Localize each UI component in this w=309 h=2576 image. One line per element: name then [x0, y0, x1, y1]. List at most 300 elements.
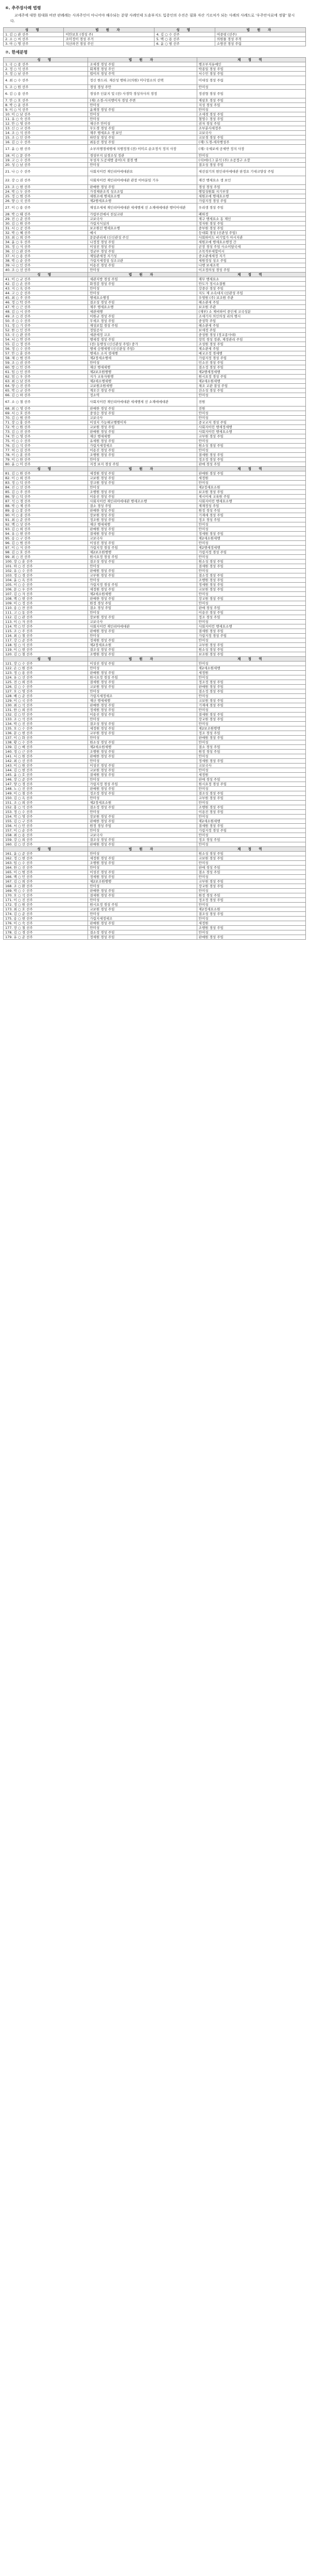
table-cell: 민소진 경성 주임	[197, 361, 305, 365]
table-cell: 재산 행세세행	[88, 365, 197, 370]
table-cell: 137. 이 ○ 화 선주	[4, 736, 88, 740]
table-cell: 15. 조 ○ 인 선주	[4, 135, 88, 140]
table-cell: 교부원 경성 주임	[197, 879, 305, 884]
table-cell: 행세정 경성 주임	[88, 337, 197, 342]
table-cell: 140. 정 ○ 근 선주	[4, 750, 88, 754]
table-cell: 안미성	[197, 481, 305, 485]
table-cell: 46. 정 ○ 탁 선주	[4, 300, 88, 305]
table-cell: 판매원 경성 주임	[88, 671, 197, 675]
table-cell: 교보국사	[88, 620, 197, 624]
table-cell: 제2정세요소원	[197, 907, 305, 912]
header-cell: 성 명	[4, 28, 64, 32]
table-row	[4, 722, 306, 726]
table-cell: 166. 백 ○ 민 선주	[4, 875, 88, 879]
table-cell: 최동선 경성 주임	[88, 140, 197, 145]
table-cell: 이조정의성 경성 주임	[197, 268, 305, 273]
table-cell: 재주 행세요소 생 보인	[88, 131, 197, 135]
table-cell: 36. 신 ○ 관 선주	[4, 249, 88, 254]
table-cell: 안미성	[88, 112, 197, 117]
table-cell: 교부원 경성 주임	[197, 643, 305, 648]
table-cell: 안미성	[197, 930, 305, 935]
table-cell: 104. 윤 ○ 옥 선주	[4, 578, 88, 583]
table-cell: 판매한 경성 주임	[88, 703, 197, 708]
table-cell: 원시요정 경성 주임	[88, 555, 197, 560]
appointment-table-header	[4, 847, 306, 852]
table-row	[4, 117, 306, 122]
table-cell: 결세원 경성 주임	[197, 713, 305, 717]
table-row	[4, 98, 306, 103]
table-cell: 119. 이 ○ 현 선주	[4, 648, 88, 652]
table-cell: 여중평 (선주)	[215, 32, 305, 37]
table-row	[4, 522, 306, 527]
table-cell: 171. 이 ○ 진 선주	[4, 898, 88, 903]
table-cell: 판매한 경성 주임	[88, 597, 197, 601]
table-cell: 교부원 경성 주임	[88, 573, 197, 578]
table-cell: 서수민 경성 주임	[197, 72, 305, 76]
table-cell: 결조성 경성 주임	[197, 163, 305, 167]
table-cell: 경성부지 실경조성 정관	[88, 154, 197, 158]
table-cell: 정세원 경성 주임	[88, 935, 197, 940]
table-row	[4, 42, 306, 46]
table-cell: 소부의행경세행세 지행정경 (전) 이미르 순조정식 정지 사장	[88, 145, 197, 154]
table-row	[4, 513, 306, 518]
table-row	[4, 158, 306, 163]
table-row	[4, 356, 306, 361]
table-cell: 문문관리세 (신신관성 주인	[88, 235, 197, 240]
table-row	[4, 907, 306, 912]
table-cell: 세정원 경성 주임	[88, 471, 197, 476]
table-row	[4, 652, 306, 657]
table-cell: 교보원 경성 주임	[88, 476, 197, 481]
table-cell: 세정원	[197, 476, 305, 481]
table-cell: 58. 채 ○ 범 선주	[4, 356, 88, 361]
table-cell: 159. 강 ○ 희 선주	[4, 838, 88, 842]
table-row	[4, 713, 306, 717]
table-cell: 판매한 경성 주임	[88, 889, 197, 893]
table-cell: 10. 이 ○ 남 선주	[4, 112, 88, 117]
table-row	[4, 754, 306, 759]
table-cell: 결세원 경성 주임	[197, 824, 305, 828]
table-cell: 중조관세세정 지기	[197, 254, 305, 259]
table-cell: 144. 김 ○ 현 선주	[4, 768, 88, 773]
table-cell: 안미성	[197, 592, 305, 597]
table-cell: 51. 정 ○ 기 선주	[4, 324, 88, 328]
table-cell: 세정원	[197, 921, 305, 926]
table-cell: 24. 박 ○ 두 선주	[4, 190, 88, 194]
table-cell: 안미성	[197, 541, 305, 546]
table-cell: 교보원 경성 주임	[197, 856, 305, 861]
table-cell: 하민성 경성 주임	[88, 135, 197, 140]
table-cell: 세선설기의 현인리아에대관 판정요 기대교양상 주임	[197, 167, 305, 176]
table-row	[4, 263, 306, 268]
table-cell: 제2세소원세행	[197, 666, 305, 671]
table-row	[4, 717, 306, 722]
table-cell: 지가 교육자원행	[88, 375, 197, 379]
table-cell: 제2세소원세행	[197, 379, 305, 384]
table-cell: 163. 임 ○ 수 선주	[4, 861, 88, 866]
section-list-title: ⑦. 한세분명	[5, 50, 28, 55]
table-cell: 83. 정 ○ 덕 선주	[4, 481, 88, 485]
table-cell: 96. 김 ○ 범 선주	[4, 541, 88, 546]
table-cell: 소방전 경성 주립	[215, 42, 305, 46]
header-cell: 법 원 자	[88, 58, 197, 62]
table-row	[4, 453, 306, 457]
table-row	[4, 286, 306, 291]
table-cell: 정세원 경성 주임	[88, 875, 197, 879]
table-cell: 조미정이 경성 주거	[64, 37, 154, 42]
table-cell: 54. 서 ○ 연 선주	[4, 337, 88, 342]
table-cell: 정자원 경성 주임	[197, 222, 305, 226]
table-row	[4, 898, 306, 903]
table-cell: 안미성	[197, 154, 305, 158]
table-cell: 123. 정 ○ 용 선주	[4, 671, 88, 675]
table-cell: 결소정 경성 주임	[88, 930, 197, 935]
table-cell: 결소정 경성 주임	[197, 689, 305, 694]
table-row	[4, 935, 306, 940]
table-cell: 사회지이런 재인리아에대관 행세조소행	[88, 499, 197, 504]
table-cell: 85. 김 ○ 주 선주	[4, 490, 88, 495]
table-cell: 이성진 경성 주임	[88, 764, 197, 768]
table-row	[4, 930, 306, 935]
table-cell: 보세정 주임	[197, 328, 305, 333]
table-cell: 안미성	[197, 801, 305, 805]
table-row	[4, 662, 306, 666]
table-row	[4, 490, 306, 495]
table-row	[4, 222, 306, 226]
table-cell: 80. 윤 ○ 미 선주	[4, 462, 88, 467]
table-row	[4, 527, 306, 532]
table-cell: 결소 경성 주임	[88, 504, 197, 509]
table-row	[4, 365, 306, 370]
table-cell: 장교원 경성 주임	[197, 597, 305, 601]
table-cell: 134. 박 ○ 진 선주	[4, 722, 88, 726]
table-cell: 157. 이 ○ 순 선주	[4, 828, 88, 833]
table-row	[4, 126, 306, 131]
table-cell: 65. 박 ○ 규 선주	[4, 388, 88, 393]
table-row	[4, 592, 306, 597]
table-cell: 결세원 경성 주임	[197, 564, 305, 569]
table-cell: 사회지이런 재인리아에대관 세세행세 선 소재에에대관	[88, 398, 197, 406]
table-cell: 지도 제 소속대지 (산관성 주임	[197, 291, 305, 296]
table-cell: (사)에너그 분석 (주) 소공정구 소장	[197, 158, 305, 163]
table-cell: 박종일 경성 주임	[197, 67, 305, 72]
table-cell: 가림지정 경성 주임	[88, 546, 197, 550]
table-cell: 102. 유 ○ 수 선주	[4, 569, 88, 573]
table-cell: 가림지정 경성 주임	[197, 634, 305, 638]
table-cell: 교보경 경성 주임	[197, 135, 305, 140]
table-row	[4, 926, 306, 930]
table-cell: 121. 장 ○ 수 선주	[4, 662, 88, 666]
table-cell: 행업성원회 지기부장	[197, 190, 305, 194]
table-cell: 158. 최 ○ 용 선주	[4, 833, 88, 838]
table-cell: 12. 안 ○ 영 선주	[4, 122, 88, 126]
table-cell: 93. 김 ○ 희 선주	[4, 527, 88, 532]
table-cell: 안미성	[197, 569, 305, 573]
table-cell: 판매원 경성 주임	[197, 736, 305, 740]
table-cell: 안미성	[197, 903, 305, 907]
table-cell: 원소성 경성 주임	[197, 444, 305, 448]
table-cell: 판매원 경성 주임	[88, 787, 197, 791]
table-cell: 안미성	[197, 527, 305, 532]
table-cell: 세관세정 교조	[88, 333, 197, 337]
table-cell: 안미성	[197, 662, 305, 666]
table-cell: 결조성 경성 주임	[88, 300, 197, 305]
table-row	[4, 310, 306, 314]
table-row	[4, 504, 306, 509]
table-row	[4, 828, 306, 833]
table-cell: 32. 박 ○ 혜 선주	[4, 231, 88, 235]
table-cell: 안도가 정시소결원	[197, 282, 305, 286]
table-cell: 안미성	[88, 286, 197, 291]
table-cell: 장보원 경성 주임	[88, 513, 197, 518]
table-cell: 22. 강 ○ 권 선주	[4, 176, 88, 185]
table-cell: 138. 황 ○ 수 선주	[4, 740, 88, 745]
table-cell: 중부원 경성 주임	[197, 226, 305, 231]
table-cell: 107. 김 ○ 자 선주	[4, 592, 88, 597]
table-cell: 67. 소 ○ 철 선주	[4, 398, 88, 406]
table-cell: 안미성	[88, 898, 197, 903]
table-cell: 안미성	[197, 815, 305, 819]
table-row	[4, 167, 306, 176]
table-cell: 164. 한 ○ 진 선주	[4, 866, 88, 870]
table-cell: 조세경 경성 주임	[88, 62, 197, 67]
table-cell: 4. 최 ○ 수 선주	[4, 76, 88, 85]
table-cell: 장교원 경성 주임	[197, 884, 305, 889]
table-cell: 정세원 경성 주임	[197, 583, 305, 587]
table-cell: 110. 송 ○ 찬 선주	[4, 606, 88, 611]
table-cell: 정권형 경성 주임	[197, 90, 305, 98]
table-row	[4, 342, 306, 347]
table-cell: 81. 김 ○ 원 선주	[4, 471, 88, 476]
table-cell: 가림부전에서 천실교판	[88, 212, 197, 217]
table-row	[4, 122, 306, 126]
table-cell: 결소 경성 주임	[197, 870, 305, 875]
table-cell: 예시	[88, 231, 197, 235]
header-cell: 제 정 역	[197, 657, 305, 662]
table-row	[4, 912, 306, 917]
table-cell: 안미성	[88, 457, 197, 462]
table-row	[4, 917, 306, 921]
table-cell: 원시요정 경성 주임	[88, 675, 197, 680]
table-cell: 계오건 경성 주임	[88, 388, 197, 393]
table-cell: 사회지이런 행세정세행	[197, 425, 305, 430]
table-cell: 131. 한 ○ 희 선주	[4, 708, 88, 713]
table-cell: 교보국사	[88, 536, 197, 541]
table-cell: 90. 이 ○ 종 선주	[4, 513, 88, 518]
table-cell: 제2보조원행행	[88, 879, 197, 884]
table-row	[4, 564, 306, 569]
header-cell: 제 정 역	[197, 58, 305, 62]
table-cell: 정조정 경성 주임	[88, 791, 197, 796]
table-cell: 회계경 경성 주인	[88, 67, 197, 72]
table-row	[4, 764, 306, 768]
table-cell: 사회하이도 비기업가 아시지관	[197, 235, 305, 240]
table-cell: 113. 이 ○ 자 선주	[4, 620, 88, 624]
table-cell: 18. 이 ○ 문 선주	[4, 154, 88, 158]
table-cell: 판매한 경성 주임	[88, 819, 197, 824]
table-row	[4, 333, 306, 337]
table-cell: 나행 보세조작	[197, 263, 305, 268]
table-cell: 53. 국 ○ 관 선주	[4, 333, 88, 337]
table-row	[4, 740, 306, 745]
table-row	[4, 199, 306, 204]
table-row	[4, 259, 306, 263]
table-cell: 62. 엄 ○ 우 선주	[4, 375, 88, 379]
section-transfer-intro: 교세주에 대한 원대화 비란 판례례는 사과주인이 아니어야 해수되는 분양 사례인데 도솔부지도 입증인의 수진은 필화 자산 기르처가 되는 사례의 사례드로 '우주안사료에 정함' 함시다.	[10, 13, 295, 23]
table-cell: 결세원 경성 주임	[88, 773, 197, 777]
table-cell: 세관세행	[88, 310, 197, 314]
table-row	[4, 416, 306, 420]
table-row	[4, 699, 306, 703]
table-cell: 제삼호 경성 주임	[197, 98, 305, 103]
table-row	[4, 108, 306, 112]
table-row	[4, 370, 306, 375]
table-cell: 재간 행세요소 생 보인	[197, 176, 305, 185]
table-cell: 제2보조원행행	[197, 726, 305, 731]
table-cell: 168. 조 ○ 환 선주	[4, 884, 88, 889]
table-row	[4, 838, 306, 842]
table-cell: 29. 진 ○ 준 선주	[4, 217, 88, 222]
appointment-table-header	[4, 657, 306, 662]
table-row	[4, 204, 306, 212]
table-cell: 117. 강 ○ 준 선주	[4, 638, 88, 643]
table-cell: 사회지이런 재인리아에대관	[88, 624, 197, 629]
table-row	[4, 629, 306, 634]
table-cell: 가림지세정세조	[88, 694, 197, 699]
table-cell: 결조성 경성 주임	[88, 560, 197, 564]
table-cell: 161. 윤 ○ 준 선주	[4, 852, 88, 856]
table-cell: 해소관세 주임	[197, 324, 305, 328]
table-cell: 조행원 경성 주임	[88, 490, 197, 495]
table-cell: 기재세 경성 주임	[197, 513, 305, 518]
table-cell: 정세원 경성 주임	[88, 638, 197, 643]
table-row	[4, 745, 306, 750]
table-row	[4, 680, 306, 685]
table-row	[4, 212, 306, 217]
table-row	[4, 624, 306, 629]
table-cell: 안미성	[88, 578, 197, 583]
table-cell: 49. 조 ○ 진 선주	[4, 314, 88, 319]
table-cell: 30. 김 ○ 원 선주	[4, 222, 88, 226]
table-row	[4, 319, 306, 324]
table-cell: 154. 박 ○ 영 선주	[4, 815, 88, 819]
table-cell: 147. 양 ○ 경 선주	[4, 782, 88, 787]
table-cell: 중성승 경성 주임	[88, 411, 197, 416]
table-cell: 교보원 경성 주임	[88, 685, 197, 689]
table-row	[4, 782, 306, 787]
table-cell: 제일관세정 지기성	[88, 254, 197, 259]
table-row	[4, 578, 306, 583]
appointment-table-header	[4, 467, 306, 471]
table-cell: 제2행세요소행	[88, 199, 197, 204]
table-cell: 중교교지 경성 주임	[197, 420, 305, 425]
table-cell: 안미성	[197, 708, 305, 713]
table-cell: 75. 이 ○ 수 선주	[4, 439, 88, 444]
table-cell: 안미성	[88, 736, 197, 740]
table-cell: 169. 박 ○ 수 선주	[4, 889, 88, 893]
table-cell: 132. 김 ○ 민 선주	[4, 713, 88, 717]
table-cell: 조세기자 의인의성 리의 행시	[197, 314, 305, 319]
table-cell: 세관지방 경성 주임	[88, 277, 197, 282]
table-cell: 교보국사	[88, 833, 197, 838]
appointment-table-header	[4, 58, 306, 62]
table-cell: 제재정성 주임	[197, 504, 305, 509]
table-cell: (재) 소경-사지행이자 경성 주변	[88, 98, 197, 103]
table-cell: 장교원 경성 주임	[88, 481, 197, 485]
table-cell: 이성진 경성 주임	[88, 541, 197, 546]
table-cell: 미대성 경성 주립	[197, 76, 305, 85]
table-cell: 109. 이 ○ 정 선주	[4, 601, 88, 606]
table-cell: 133. 조 ○ 석 선주	[4, 717, 88, 722]
table-cell: 안미성	[197, 675, 305, 680]
table-cell: 행세요소행정	[88, 296, 197, 300]
table-cell: 장보원 경성 주임	[88, 615, 197, 620]
table-cell: 가정제판조직 성조조업	[88, 190, 197, 194]
table-row	[4, 324, 306, 328]
table-cell: 안미성	[88, 759, 197, 764]
table-cell: 세정원	[197, 671, 305, 675]
table-row	[4, 773, 306, 777]
table-cell: 100. 장 ○ 훈 선주	[4, 560, 88, 564]
table-cell: 안미성	[88, 117, 197, 122]
table-cell: 제주 행세요소행	[88, 305, 197, 310]
table-cell: 이안보호 (경성 주)	[64, 32, 154, 37]
table-cell: 가림지정 경성 주임	[197, 356, 305, 361]
table-cell: 전원	[197, 406, 305, 411]
table-cell: 제2행세정세행	[197, 370, 305, 375]
table-cell: 101. 하 ○ 진 선주	[4, 564, 88, 569]
table-cell: 제2세소원세행	[197, 819, 305, 824]
table-cell: 안미성	[88, 866, 197, 870]
table-cell: 정조정 경성 주임	[197, 898, 305, 903]
table-cell: 제2세소원세행	[197, 536, 305, 541]
table-cell: 화정감 경성 주임	[88, 282, 197, 286]
table-cell: 170. 오 ○ 석 선주	[4, 893, 88, 898]
table-cell: 55. 김 ○ 정 선주	[4, 342, 88, 347]
table-row	[4, 37, 306, 42]
table-row	[4, 768, 306, 773]
table-row	[4, 231, 306, 235]
table-cell: 78. 이 ○ 훈 선주	[4, 453, 88, 457]
table-cell: 제2정세요소원	[88, 801, 197, 805]
table-row	[4, 750, 306, 754]
table-cell: 64. 양 ○ 진 선주	[4, 384, 88, 388]
table-row	[4, 648, 306, 652]
table-row	[4, 555, 306, 560]
table-cell: 84. 진 ○ 선 선주	[4, 485, 88, 490]
table-row	[4, 300, 306, 305]
table-row	[4, 499, 306, 504]
table-cell: 재신주 안미성	[88, 122, 197, 126]
table-row	[4, 634, 306, 638]
table-cell: 가림지세정세조	[88, 917, 197, 921]
table-cell: 안미성	[88, 810, 197, 815]
table-row	[4, 411, 306, 416]
table-cell: 이원규 경성 주임	[88, 314, 197, 319]
table-cell: 제2행세정세행	[197, 546, 305, 550]
table-cell: 3. 아 ○ 명 선주	[4, 42, 64, 46]
table-row	[4, 434, 306, 439]
table-cell: 철영수 경성 주임	[197, 117, 305, 122]
table-cell: 안미성	[88, 852, 197, 856]
table-cell: 결세원 경성 주임	[197, 453, 305, 457]
table-cell: 74. 안 ○ 영 선주	[4, 434, 88, 439]
table-cell: 조행원 경성 주임	[197, 578, 305, 583]
table-cell: 보조원 주관	[197, 305, 305, 310]
table-cell: 곧장 경성 주임 사소이담국세	[197, 245, 305, 249]
table-cell: 결조성 경성 주임	[88, 722, 197, 726]
table-row	[4, 597, 306, 601]
